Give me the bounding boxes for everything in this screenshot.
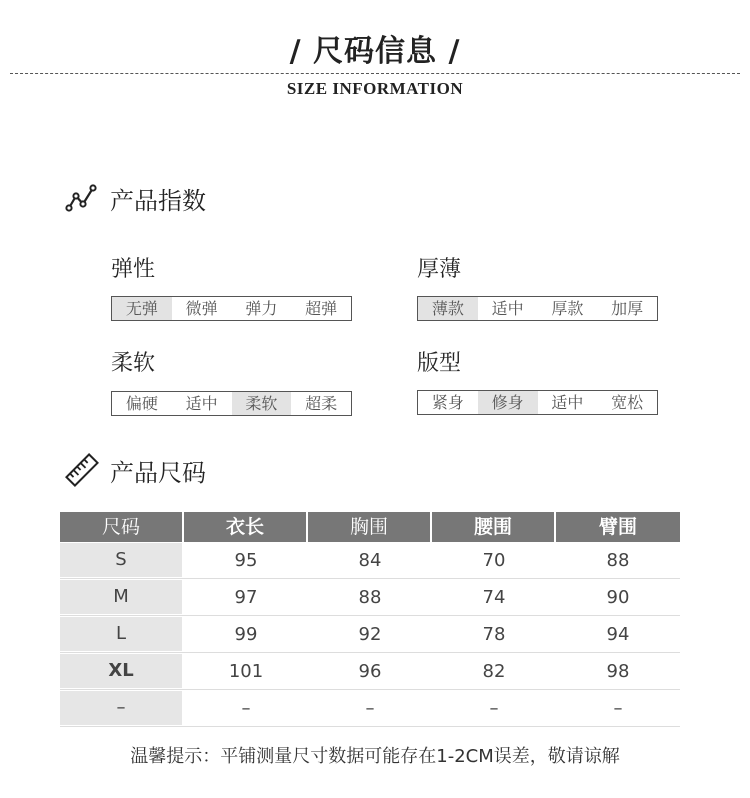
table-cell: 90 xyxy=(606,587,630,608)
table-row xyxy=(60,542,680,579)
softness-option: 偏硬 xyxy=(125,394,158,413)
product-size-label: 产品尺码 xyxy=(110,458,206,487)
ruler-icon xyxy=(64,452,100,488)
size-table xyxy=(60,512,680,727)
table-cell: 99 xyxy=(234,624,258,645)
table-cell: 82 xyxy=(482,661,506,682)
size-cell: XL xyxy=(60,654,182,688)
elasticity-scale xyxy=(111,296,352,321)
line-chart-icon xyxy=(64,180,100,216)
elasticity-option: 超弹 xyxy=(305,299,338,318)
page-title: / 尺码信息 / xyxy=(289,34,461,69)
table-row xyxy=(60,690,680,727)
table-cell: 98 xyxy=(606,661,630,682)
product-index-heading xyxy=(64,180,206,216)
attr-title-fit: 版型 xyxy=(417,351,462,376)
fit-option: 紧身 xyxy=(431,393,464,412)
dashed-divider xyxy=(10,73,740,74)
size-cell: M xyxy=(60,580,182,614)
table-cell: 92 xyxy=(358,624,382,645)
table-cell: 70 xyxy=(482,550,506,571)
table-header-cell: 胸围 xyxy=(308,512,432,542)
table-row xyxy=(60,616,680,653)
product-index-label: 产品指数 xyxy=(110,186,206,215)
table-cell: 95 xyxy=(234,550,258,571)
thickness-option: 加厚 xyxy=(611,299,644,318)
size-cell: S xyxy=(60,543,182,577)
product-size-heading xyxy=(64,452,206,488)
size-cell: L xyxy=(60,617,182,651)
table-row xyxy=(60,653,680,690)
table-cell: 78 xyxy=(482,624,506,645)
table-cell: 88 xyxy=(358,587,382,608)
table-cell: – xyxy=(241,698,251,719)
fit-option: 适中 xyxy=(551,393,584,412)
page-subtitle: SIZE INFORMATION xyxy=(286,79,464,98)
table-cell: 94 xyxy=(606,624,630,645)
table-cell: 84 xyxy=(358,550,382,571)
softness-option: 柔软 xyxy=(232,392,292,415)
table-cell: 97 xyxy=(234,587,258,608)
table-row xyxy=(60,579,680,616)
table-cell: 101 xyxy=(228,661,264,682)
fit-option: 宽松 xyxy=(611,393,644,412)
table-header-cell: 衣长 xyxy=(184,512,308,542)
table-cell: – xyxy=(613,698,623,719)
footer-note: 温馨提示：平铺测量尺寸数据可能存在1-2CM误差，敬请谅解 xyxy=(130,746,620,767)
attr-title-softness: 柔软 xyxy=(111,351,156,376)
elasticity-option: 微弹 xyxy=(185,299,218,318)
softness-scale xyxy=(111,391,352,416)
thickness-option: 适中 xyxy=(491,299,524,318)
table-cell: – xyxy=(489,698,499,719)
table-header-cell: 尺码 xyxy=(60,512,184,542)
thickness-option: 薄款 xyxy=(418,297,478,320)
fit-option: 修身 xyxy=(478,391,538,414)
table-header-cell: 臂围 xyxy=(598,516,637,538)
table-cell: 74 xyxy=(482,587,506,608)
header xyxy=(0,30,750,74)
softness-option: 超柔 xyxy=(305,394,338,413)
table-cell: – xyxy=(365,698,375,719)
table-header xyxy=(60,512,680,542)
attr-title-elasticity: 弹性 xyxy=(111,257,156,282)
attr-title-thickness: 厚薄 xyxy=(417,257,462,282)
size-cell: – xyxy=(60,691,182,725)
fit-scale xyxy=(417,390,658,415)
elasticity-option: 弹力 xyxy=(245,299,278,318)
table-header-cell: 腰围 xyxy=(432,512,556,542)
table-cell: 96 xyxy=(358,661,382,682)
softness-option: 适中 xyxy=(185,394,218,413)
thickness-scale xyxy=(417,296,658,321)
thickness-option: 厚款 xyxy=(551,299,584,318)
table-cell: 88 xyxy=(606,550,630,571)
elasticity-option: 无弹 xyxy=(112,297,172,320)
